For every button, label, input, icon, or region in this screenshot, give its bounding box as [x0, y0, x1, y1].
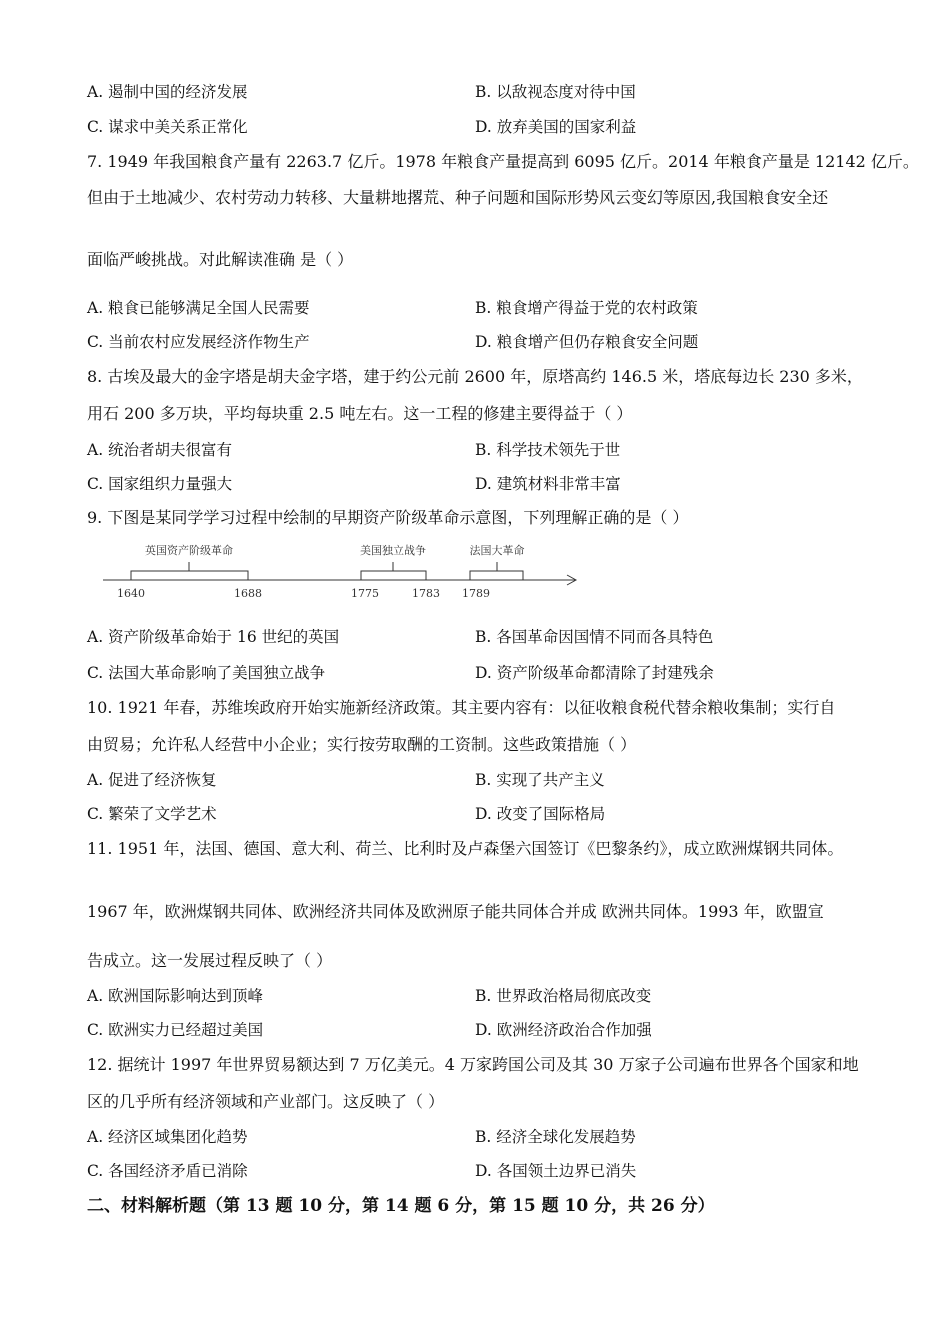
year-1688: 1688 [234, 587, 262, 600]
q8-stem-line-1: 8. 古埃及最大的金字塔是胡夫金字塔，建于约公元前 2600 年，原塔高约 146.5 米，塔底每边长 230 多米， [87, 367, 863, 386]
american-war-label: 美国独立战争 [360, 544, 426, 557]
q12-stem-line-2: 区的几乎所有经济领域和产业部门。这反映了（ ） [87, 1092, 445, 1111]
q11-stem-line-3: 告成立。这一发展过程反映了（ ） [87, 951, 333, 970]
q9-stem-line-1: 9. 下图是某同学学习过程中绘制的早期资产阶级革命示意图，下列理解正确的是（ ） [87, 508, 689, 527]
q7-stem-line-2: 但由于土地减少、农村劳动力转移、大量耕地撂荒、种子问题和国际形势风云变幻等原因,我国粮食安全还 [87, 188, 829, 207]
q10-stem-line-1: 10. 1921 年春，苏维埃政府开始实施新经济政策。其主要内容有：以征收粮食税代替余粮收集制；实行自 [87, 698, 836, 717]
q8-option-d: D. 建筑材料非常丰富 [475, 475, 621, 493]
q10-option-d: D. 改变了国际格局 [475, 805, 606, 823]
q11-stem-line-1: 11. 1951 年，法国、德国、意大利、荷兰、比利时及卢森堡六国签订《巴黎条约》，成立欧洲煤钢共同体。 [87, 839, 844, 858]
q8-stem-line-2: 用石 200 多万块，平均每块重 2.5 吨左右。这一工程的修建主要得益于（ ） [87, 404, 633, 423]
q6-option-a: A. 遏制中国的经济发展 [87, 83, 248, 101]
q6-option-b: B. 以敌视态度对待中国 [475, 83, 636, 101]
q8-option-b: B. 科学技术领先于世 [475, 441, 621, 459]
q10-stem-line-2: 由贸易；允许私人经营中小企业；实行按劳取酬的工资制。这些政策措施（ ） [87, 735, 637, 754]
q7-option-c: C. 当前农村应发展经济作物生产 [87, 333, 310, 351]
section-2-heading: 二、材料解析题（第 13 题 10 分，第 14 题 6 分，第 15 题 10 分，共 26 分） [87, 1196, 715, 1216]
q7-option-a: A. 粮食已能够满足全国人民需要 [87, 299, 310, 317]
french-revolution-bracket [470, 571, 523, 580]
english-revolution-bracket [131, 571, 248, 580]
q7-option-b: B. 粮食增产得益于党的农村政策 [475, 299, 698, 317]
q11-option-d: D. 欧洲经济政治合作加强 [475, 1021, 652, 1039]
q7-stem-line-3: 面临严峻挑战。对此解读准确 是（ ） [87, 250, 354, 269]
q9-option-a: A. 资产阶级革命始于 16 世纪的英国 [87, 628, 340, 646]
q7-option-d: D. 粮食增产但仍存粮食安全问题 [475, 333, 699, 351]
revolution-timeline [95, 538, 595, 608]
q9-option-d: D. 资产阶级革命都清除了封建残余 [475, 664, 714, 682]
q11-stem-line-2: 1967 年，欧洲煤钢共同体、欧洲经济共同体及欧洲原子能共同体合并成 欧洲共同体。1993 年，欧盟宣 [87, 902, 824, 921]
year-1775: 1775 [351, 587, 379, 600]
q10-option-a: A. 促进了经济恢复 [87, 771, 217, 789]
q12-option-d: D. 各国领土边界已消失 [475, 1162, 637, 1180]
q8-option-a: A. 统治者胡夫很富有 [87, 441, 233, 459]
q6-option-d: D. 放弃美国的国家利益 [475, 118, 637, 136]
q10-option-b: B. 实现了共产主义 [475, 771, 605, 789]
q12-option-b: B. 经济全球化发展趋势 [475, 1128, 636, 1146]
year-1640: 1640 [117, 587, 145, 600]
year-1783: 1783 [412, 587, 440, 600]
english-revolution-label: 英国资产阶级革命 [145, 544, 233, 557]
year-1789: 1789 [462, 587, 490, 600]
q10-option-c: C. 繁荣了文学艺术 [87, 805, 217, 823]
q11-option-a: A. 欧洲国际影响达到顶峰 [87, 987, 264, 1005]
q8-option-c: C. 国家组织力量强大 [87, 475, 233, 493]
french-revolution-label: 法国大革命 [469, 544, 525, 557]
q12-option-a: A. 经济区域集团化趋势 [87, 1128, 248, 1146]
q7-stem-line-1: 7. 1949 年我国粮食产量有 2263.7 亿斤。1978 年粮食产量提高到 6095 亿斤。2014 年粮食产量是 12142 亿斤。 [87, 152, 919, 171]
q12-option-c: C. 各国经济矛盾已消除 [87, 1162, 248, 1180]
american-war-bracket [361, 571, 426, 580]
q11-option-c: C. 欧洲实力已经超过美国 [87, 1021, 264, 1039]
q9-option-b: B. 各国革命因国情不同而各具特色 [475, 628, 714, 646]
q9-option-c: C. 法国大革命影响了美国独立战争 [87, 664, 326, 682]
q6-option-c: C. 谋求中美关系正常化 [87, 118, 248, 136]
q12-stem-line-1: 12. 据统计 1997 年世界贸易额达到 7 万亿美元。4 万家跨国公司及其 30 万家子公司遍布世界各个国家和地 [87, 1055, 859, 1074]
q11-option-b: B. 世界政治格局彻底改变 [475, 987, 652, 1005]
